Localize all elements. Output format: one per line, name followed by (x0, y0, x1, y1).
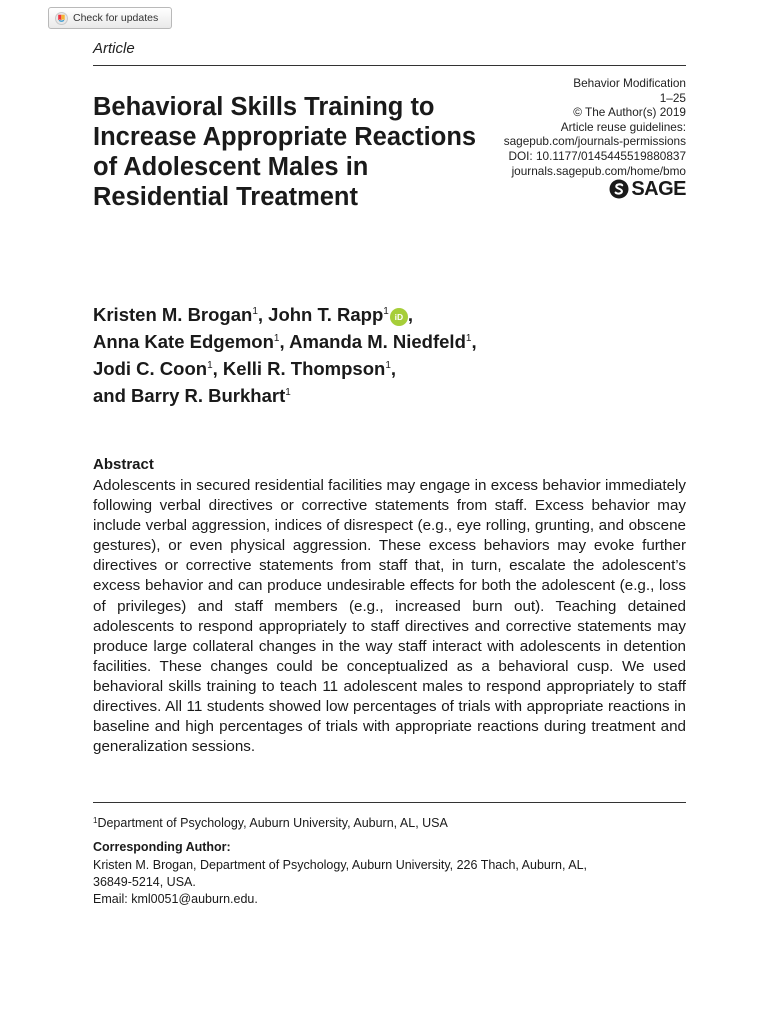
corresponding-email[interactable]: Email: kml0051@auburn.edu. (93, 892, 258, 906)
corresponding-author-details (93, 857, 686, 908)
doi[interactable]: DOI: 10.1177/0145445519880837 (508, 148, 686, 163)
author-line (93, 381, 653, 408)
orcid-icon[interactable]: iD (390, 308, 408, 326)
affiliation-mark: 1 (465, 333, 472, 344)
reuse-guidelines-label: Article reuse guidelines: (560, 119, 686, 134)
author-line: Jodi C. Coon$^1$, Kelli R. Thompson$^1$, (93, 358, 397, 379)
abstract-heading: Abstract (93, 456, 154, 473)
footnote-mark: 1 (93, 816, 98, 825)
check-for-updates-label: Check for updates (73, 12, 159, 24)
affiliation-mark: 1 (252, 306, 258, 317)
publisher-logo (609, 178, 686, 200)
author-name: Kristen M. Brogan (93, 304, 253, 325)
abstract-text: Adolescents in secured residential facilities may engage in excess behavior immediately following verbal directives or corrective statements from staff. Excess behavior may include verbal aggression, indices of disrespect (e.g., eye rolling, grunting, and obscene gestures), or even physical aggression. These excess behaviors may evoke further directives or corrective statements from staff that, in turn, escalate the adolescent’s excess behavior and can produce undesirable effects for both the adolescent (e.g., loss of privileges) and staff members (e.g., increased burn out). Teaching detained adolescents to respond appropriately to staff directives and corrective statements may produce large collateral changes in the way staff interact with adolescents in detention facilities. These changes could be conceptualized as a behavioral cusp. We used behavioral skills training to teach 11 adolescent males to respond appropriately to staff directives. All 11 students showed low percentages of trials with appropriate reactions in baseline and high percentages of trials with appropriate reactions during treatment and generalization sessions. (93, 477, 686, 756)
publisher-name: SAGE (631, 177, 686, 200)
corresponding-address-line: 36849-5214, USA. (93, 875, 196, 889)
author-name: Kelli R. Thompson (222, 358, 386, 379)
article-title: Behavioral Skills Training to Increase Appropriate Reactions of Adolescent Males in Residential Treatment (93, 93, 477, 211)
header-divider (93, 65, 686, 66)
affiliation-footnote (93, 813, 448, 831)
affiliation-mark: 1 (273, 333, 280, 344)
journal-url[interactable]: journals.sagepub.com/home/bmo (511, 163, 686, 178)
author-name: and Barry R. Burkhart (93, 385, 286, 406)
author-name: Anna Kate Edgemon (93, 331, 274, 352)
author-line: Kristen M. Brogan$^1$, John T. Rapp$^1$ iD , (93, 304, 413, 325)
author-name: John T. Rapp (268, 304, 384, 325)
affiliation-mark: 1 (385, 360, 391, 371)
author-name: Amanda M. Niedfeld (289, 331, 466, 352)
affiliation-mark: 1 (285, 387, 291, 398)
affiliation-mark: 1 (207, 360, 213, 371)
affiliation-text: Department of Psychology, Auburn University, Auburn, AL, USA (97, 816, 448, 830)
journal-meta (426, 76, 686, 178)
author-line: Anna Kate Edgemon$^1$, Amanda M. Niedfeld$^1$, (93, 331, 477, 352)
author-name: Jodi C. Coon (93, 358, 208, 379)
crossmark-icon (55, 12, 68, 25)
corresponding-address-line: Kristen M. Brogan, Department of Psychology, Auburn University, 226 Thach, Auburn, AL, (93, 858, 588, 872)
footnote-divider (93, 802, 686, 803)
author-list (93, 300, 653, 408)
page-range: 1–25 (659, 90, 686, 105)
reuse-guidelines-link[interactable]: sagepub.com/journals-permissions (503, 134, 686, 149)
corresponding-author-heading: Corresponding Author: (93, 840, 231, 854)
journal-name: Behavior Modification (573, 76, 686, 90)
affiliation-mark: 1 (383, 306, 389, 317)
check-for-updates-button[interactable] (48, 7, 172, 29)
sage-emblem-icon (609, 179, 629, 199)
copyright: © The Author(s) 2019 (573, 105, 686, 120)
section-label: Article (93, 40, 135, 57)
